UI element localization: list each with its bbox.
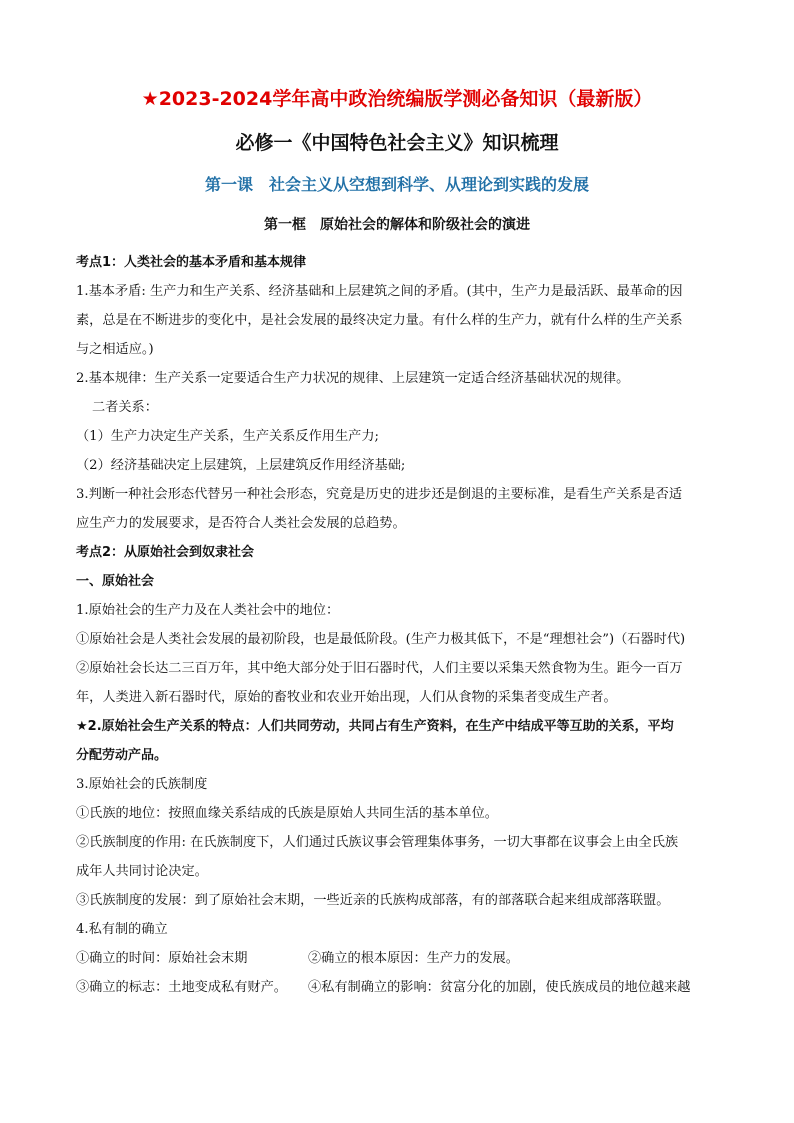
kaodian-1-title: 考点1：人类社会的基本矛盾和基本规律 [76,255,307,270]
paragraph: ②原始社会长达二三百万年，其中绝大部分处于旧石器时代，人们主要以采集天然食物为生。距今一百万 [76,661,683,676]
paragraph: 2.基本规律：生产关系一定要适合生产力状况的规律、上层建筑一定适合经济基础状况的规律。 [76,371,630,386]
paragraph: 4.私有制的确立 [76,922,168,937]
paragraph: 成年人共同讨论决定。 [76,864,208,879]
paragraph-bold: ★2.原始社会生产关系的特点：人们共同劳动，共同占有生产资料，在生产中结成平等互助的关系，平均 [76,719,674,734]
two-column-row [76,973,722,1002]
paragraph: 3.判断一种社会形态代替另一种社会形态，究竟是历史的进步还是倒退的主要标准，是看生产关系是否适 [76,487,683,502]
paragraph: ③氏族制度的发展：到了原始社会末期，一些近亲的氏族构成部落，有的部落联合起来组成部落联盟。 [76,893,670,908]
paragraph: ④私有制确立的影响：贫富分化的加剧，使氏族成员的地位越来越 [308,980,691,995]
paragraph: ①氏族的地位：按照血缘关系结成的氏族是原始人共同生活的基本单位。 [76,806,498,821]
paragraph: 3.原始社会的氏族制度 [76,777,208,792]
paragraph: 二者关系： [92,400,158,415]
lesson-heading: 第一课 社会主义从空想到科学、从理论到实践的发展 [204,175,589,194]
paragraph: ③确立的标志：土地变成私有财产。 [76,980,287,995]
document-subtitle: 必修一《中国特色社会主义》知识梳理 [235,132,559,154]
paragraph: （2）经济基础决定上层建筑，上层建筑反作用经济基础; [76,458,406,473]
paragraph: 年，人类进入新石器时代，原始的畜牧业和农业开始出现，人们从食物的采集者变成生产者。 [76,690,617,705]
paragraph: ②氏族制度的作用: 在氏族制度下，人们通过氏族议事会管理集体事务，一切大事都在议事会上由全氏族 [76,835,679,850]
paragraph: ①原始社会是人类社会发展的最初阶段，也是最低阶段。(生产力极其低下，不是“理想社会”)（石器时代) [76,632,686,647]
paragraph: 应生产力的发展要求，是否符合人类社会发展的总趋势。 [76,516,406,531]
paragraph-bold: 分配劳动产品。 [76,748,168,763]
paragraph: ①确立的时间：原始社会末期 [76,951,248,966]
paragraph: 1.基本矛盾: 生产力和生产关系、经济基础和上层建筑之间的矛盾。(其中，生产力是最活跃、最革命的因 [76,284,683,299]
paragraph: 素，总是在不断进步的变化中，是社会发展的最终决定力量。有什么样的生产力，就有什么样的生产关系 [76,313,683,328]
two-column-row [76,944,722,973]
section-heading: 第一框 原始社会的解体和阶级社会的演进 [264,217,530,233]
section-1-title: 一、原始社会 [76,574,155,589]
paragraph: ②确立的根本原因：生产力的发展。 [308,951,519,966]
paragraph: 1.原始社会的生产力及在人类社会中的地位： [76,603,340,618]
document-title: ★2023-2024学年高中政治统编版学测必备知识（最新版） [141,88,653,110]
document-body [76,248,722,1002]
kaodian-2-title: 考点2：从原始社会到奴隶社会 [76,545,255,560]
paragraph: （1）生产力决定生产关系，生产关系反作用生产力; [76,429,379,444]
paragraph: 与之相适应。) [76,342,154,357]
